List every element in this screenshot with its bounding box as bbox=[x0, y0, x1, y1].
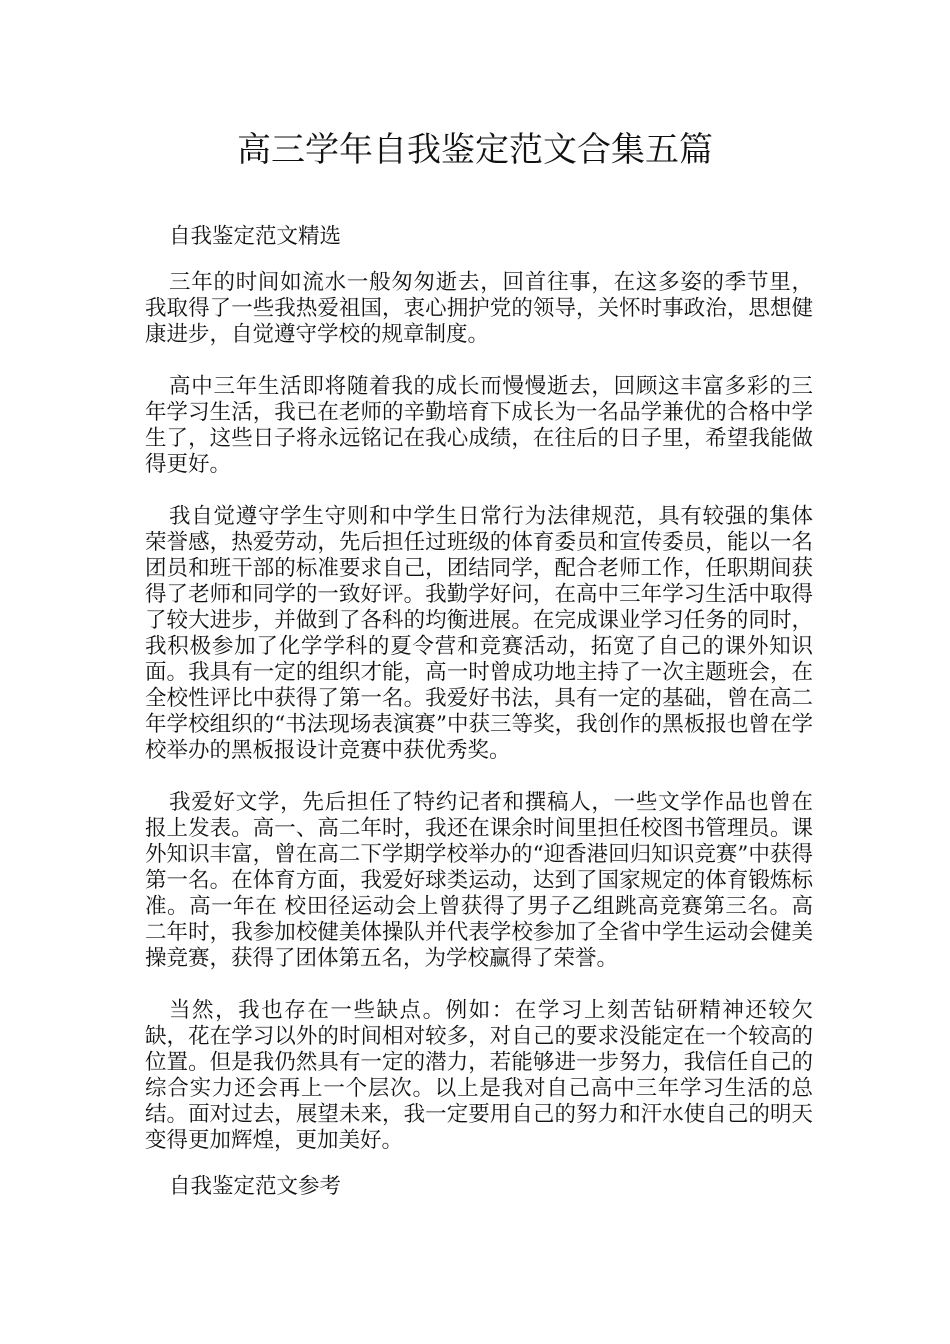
document-body bbox=[145, 224, 813, 1220]
paragraph-5: 当然，我也存在一些缺点。例如：在学习上刻苦钻研精神还较欠缺，花在学习以外的时间相对较多，对自己的要求没能定在一个较高的位置。但是我仍然具有一定的潜力，若能够进一步努力，我信任自己的综合实力还会再上一个层次。以上是我对自己高中三年学习生活的总结。面对过去，展望未来，我一定要用自己的努力和汗水使自己的明天变得更加辉煌，更加美好。 bbox=[145, 998, 813, 1153]
paragraph-2: 高中三年生活即将随着我的成长而慢慢逝去，回顾这丰富多彩的三年学习生活，我已在老师的辛勤培育下成长为一名品学兼优的合格中学生了，这些日子将永远铭记在我心成绩，在往后的日子里，希望我能做得更好。 bbox=[145, 374, 813, 477]
section-heading-1: 自我鉴定范文精选 bbox=[169, 224, 342, 249]
document-title: 高三学年自我鉴定范文合集五篇 bbox=[237, 130, 713, 170]
paragraph-4: 我爱好文学，先后担任了特约记者和撰稿人，一些文学作品也曾在报上发表。高一、高二年时，我还在课余时间里担任校图书管理员。课外知识丰富，曾在高二下学期学校举办的“迎香港回归知识竞赛”中获得第一名。在体育方面，我爱好球类运动，达到了国家规定的体育锻炼标准。高一年在 校田径运动会上曾获得了男子乙组跳高竞赛第三名。高二年时，我参加校健美体操队并代表学校参加了全省中学生运动会健美操竞赛，获得了团体第五名，为学校赢得了荣誉。 bbox=[145, 790, 813, 971]
paragraph-3: 我自觉遵守学生守则和中学生日常行为法律规范，具有较强的集体荣誉感，热爱劳动，先后担任过班级的体育委员和宣传委员，能以一名团员和班干部的标准要求自己，团结同学，配合老师工作，任职期间获得了老师和同学的一致好评。我勤学好问，在高中三年学习生活中取得了较大进步，并做到了各科的均衡进展。在完成课业学习任务的同时，我积极参加了化学学科的夏令营和竞赛活动，拓宽了自己的课外知识面。我具有一定的组织才能，高一时曾成功地主持了一次主题班会，在全校性评比中获得了第一名。我爱好书法，具有一定的基础，曾在高二年学校组织的“书法现场表演赛”中获三等奖，我创作的黑板报也曾在学校举办的黑板报设计竞赛中获优秀奖。 bbox=[145, 504, 813, 763]
section-heading-2: 自我鉴定范文参考 bbox=[169, 1174, 342, 1199]
paragraph-1: 三年的时间如流水一般匆匆逝去，回首往事，在这多姿的季节里，我取得了一些我热爱祖国，衷心拥护党的领导，关怀时事政治，思想健康进步，自觉遵守学校的规章制度。 bbox=[145, 270, 813, 347]
